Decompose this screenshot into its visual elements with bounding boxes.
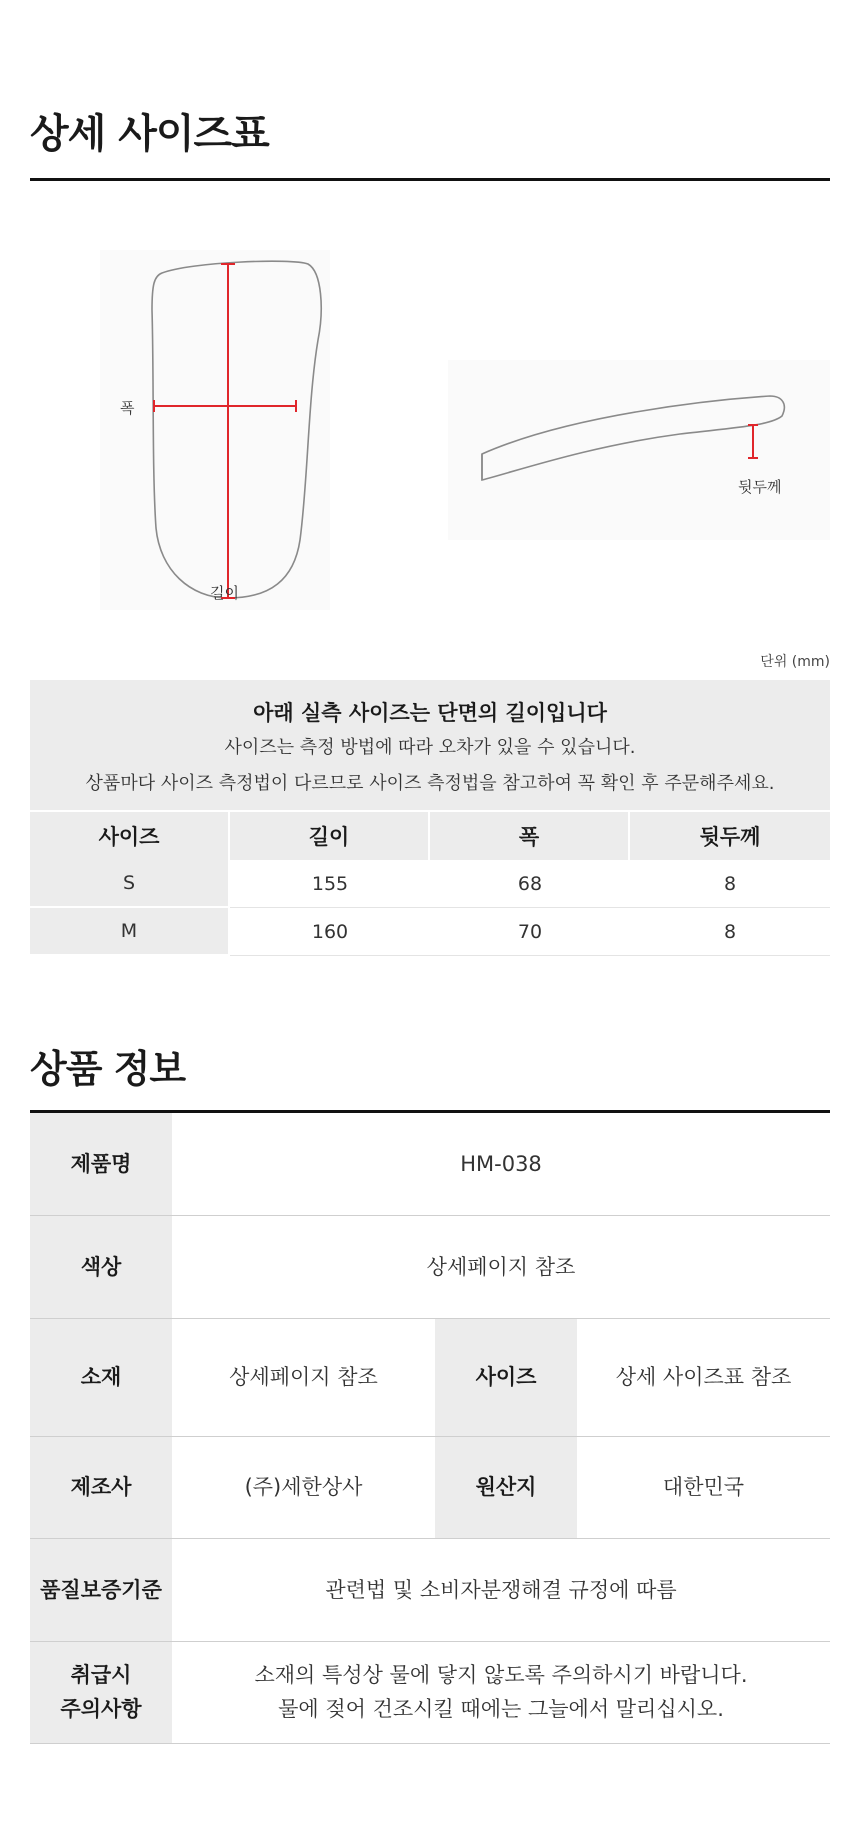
unit-note: 단위 (mm) xyxy=(760,654,830,670)
insole-measurement-illustration xyxy=(30,240,830,610)
info-row-care xyxy=(30,1641,830,1743)
care-line-2: 물에 젖어 건조시킬 때에는 그늘에서 말리십시오. xyxy=(278,1697,724,1721)
width-label: 폭 xyxy=(120,399,135,417)
size-value: 상세 사이즈표 참조 xyxy=(577,1318,830,1436)
warranty-value: 관련법 및 소비자분쟁해결 규정에 따름 xyxy=(172,1538,830,1641)
product-name-label: 제품명 xyxy=(30,1113,172,1215)
width-cell: 68 xyxy=(430,860,630,908)
origin-label: 원산지 xyxy=(435,1436,577,1538)
maker-value: (주)세한상사 xyxy=(172,1436,435,1538)
insole-diagram xyxy=(30,240,830,610)
size-table xyxy=(30,812,830,956)
title-divider xyxy=(30,178,830,181)
care-label-line-2: 주의사항 xyxy=(60,1697,142,1721)
size-cell: M xyxy=(30,908,230,956)
material-value: 상세페이지 참조 xyxy=(172,1318,435,1436)
size-table-header-row xyxy=(30,812,830,860)
color-value: 상세페이지 참조 xyxy=(172,1215,830,1318)
care-line-1: 소재의 특성상 물에 닿지 않도록 주의하시기 바랍니다. xyxy=(254,1663,748,1687)
notice-line-1: 사이즈는 측정 방법에 따라 오차가 있을 수 있습니다. xyxy=(224,737,636,758)
header-heel: 뒷두께 xyxy=(630,812,830,860)
info-row-product-name xyxy=(30,1113,830,1215)
header-size: 사이즈 xyxy=(30,812,230,860)
info-row-material-size xyxy=(30,1318,830,1436)
length-cell: 160 xyxy=(230,908,430,956)
origin-value: 대한민국 xyxy=(577,1436,830,1538)
heel-thickness-label: 뒷두께 xyxy=(738,478,782,496)
notice-line-2: 상품마다 사이즈 측정법이 다르므로 사이즈 측정법을 참고하여 꼭 확인 후 주문해주세요. xyxy=(85,773,775,794)
info-row-maker-origin xyxy=(30,1436,830,1538)
care-value xyxy=(172,1641,830,1743)
notice-heading: 아래 실측 사이즈는 단면의 길이입니다 xyxy=(253,701,607,725)
material-label: 소재 xyxy=(30,1318,172,1436)
maker-label: 제조사 xyxy=(30,1436,172,1538)
care-label-line-1: 취급시 xyxy=(70,1663,132,1687)
product-info-title: 상품 정보 xyxy=(30,1047,186,1091)
heel-cell: 8 xyxy=(630,908,830,956)
size-chart-title: 상세 사이즈표 xyxy=(30,111,269,157)
heel-cell: 8 xyxy=(630,860,830,908)
warranty-label: 품질보증기준 xyxy=(30,1538,172,1641)
product-name-value: HM-038 xyxy=(172,1113,830,1215)
header-width: 폭 xyxy=(430,812,630,860)
measurement-notice xyxy=(30,680,830,810)
size-label: 사이즈 xyxy=(435,1318,577,1436)
width-cell: 70 xyxy=(430,908,630,956)
color-label: 색상 xyxy=(30,1215,172,1318)
side-view-backdrop xyxy=(448,360,830,540)
info-row-color xyxy=(30,1215,830,1318)
header-length: 길이 xyxy=(230,812,430,860)
length-cell: 155 xyxy=(230,860,430,908)
table-row xyxy=(30,908,830,956)
length-label: 길이 xyxy=(210,584,239,602)
table-row xyxy=(30,860,830,908)
info-row-warranty xyxy=(30,1538,830,1641)
size-cell: S xyxy=(30,860,230,908)
care-label xyxy=(30,1641,172,1743)
product-info-table xyxy=(30,1113,830,1744)
